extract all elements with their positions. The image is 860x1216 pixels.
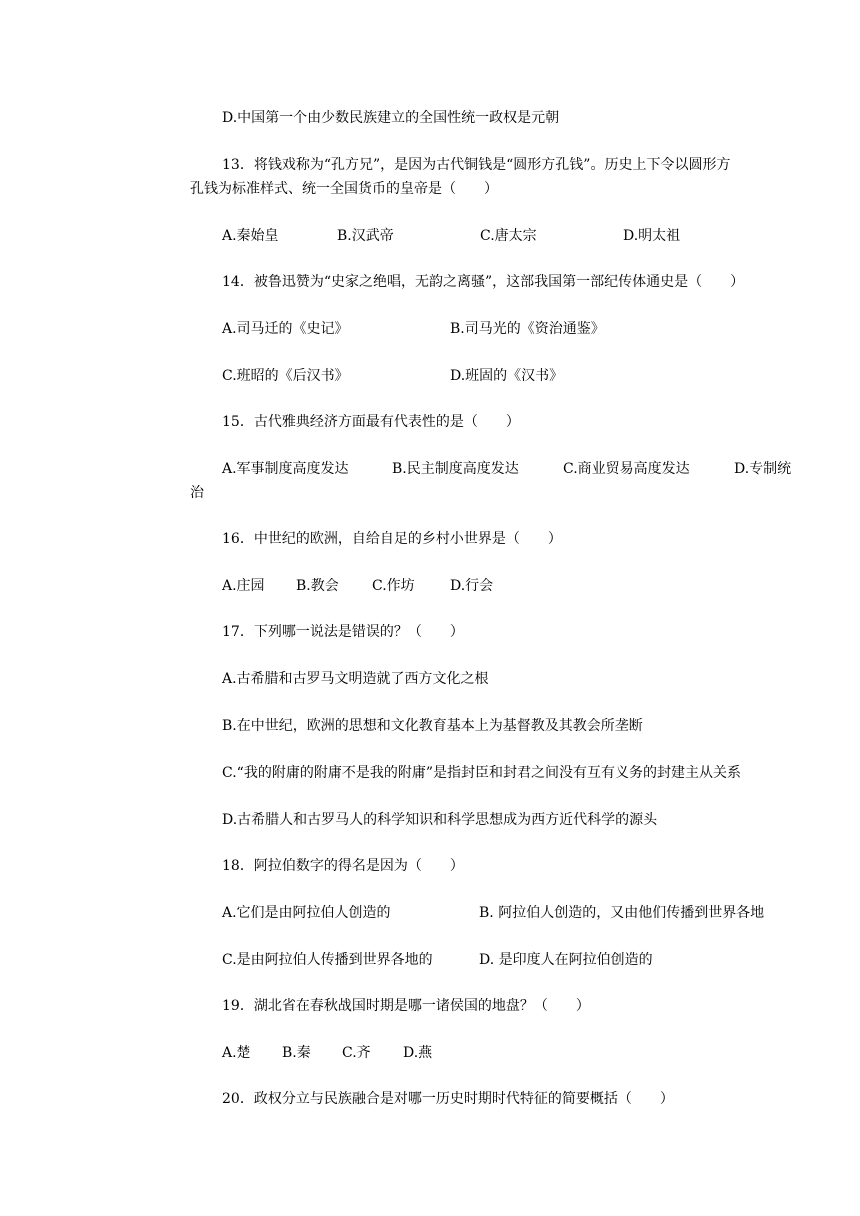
q14-options-row2 bbox=[222, 364, 832, 388]
q16-stem: 16．中世纪的欧洲，自给自足的乡村小世界是（ ） bbox=[222, 531, 562, 547]
q17-option-c: C.“我的附庸的附庸不是我的附庸”是指封臣和封君之间没有互有义务的封建主从关系 bbox=[222, 765, 741, 781]
q16-option-b: B.教会 bbox=[296, 578, 339, 594]
q18-options-row2 bbox=[222, 948, 832, 972]
q13-option-b: B.汉武帝 bbox=[337, 228, 394, 244]
q17-stem: 17．下列哪一说法是错误的？（ ） bbox=[222, 624, 464, 640]
q13-stem-line1: 13．将钱戏称为“孔方兄”，是因为古代铜钱是“圆形方孔钱”。历史上下令以圆形方 bbox=[222, 157, 731, 173]
q17-option-a: A.古希腊和古罗马文明造就了西方文化之根 bbox=[222, 671, 489, 687]
q16-options bbox=[222, 574, 832, 598]
q20-stem: 20．政权分立与民族融合是对哪一历史时期时代特征的简要概括（ ） bbox=[222, 1091, 674, 1107]
q13-stem-line2: 孔钱为标准样式、统一全国货币的皇帝是（ ） bbox=[190, 181, 498, 197]
q18-option-a: A.它们是由阿拉伯人创造的 bbox=[222, 905, 391, 921]
q18-options-row1 bbox=[222, 901, 832, 925]
q19-stem: 19．湖北省在春秋战国时期是哪一诸侯国的地盘？（ ） bbox=[222, 998, 590, 1014]
q16-option-a: A.庄园 bbox=[222, 578, 265, 594]
q18-option-d: D. 是印度人在阿拉伯创造的 bbox=[479, 952, 653, 968]
q12-option-d: D.中国第一个由少数民族建立的全国性统一政权是元朝 bbox=[222, 110, 560, 126]
q14-option-b: B.司马光的《资治通鉴》 bbox=[450, 321, 605, 337]
q15-options bbox=[222, 457, 832, 481]
q18-option-c: C.是由阿拉伯人传播到世界各地的 bbox=[222, 952, 433, 968]
q18-stem: 18．阿拉伯数字的得名是因为（ ） bbox=[222, 858, 464, 874]
q19-option-c: C.齐 bbox=[342, 1045, 371, 1061]
q14-options-row1 bbox=[222, 317, 832, 341]
q14-option-a: A.司马迁的《史记》 bbox=[222, 321, 349, 337]
q16-option-d: D.行会 bbox=[450, 578, 494, 594]
q19-option-b: B.秦 bbox=[282, 1045, 311, 1061]
q14-stem: 14．被鲁迅赞为“史家之绝唱，无韵之离骚”，这部我国第一部纪传体通史是（ ） bbox=[222, 274, 745, 290]
q18-option-b: B. 阿拉伯人创造的，又由他们传播到世界各地 bbox=[479, 905, 765, 921]
q15-option-b: B.民主制度高度发达 bbox=[392, 461, 519, 477]
q15-option-d-wrap: 治 bbox=[190, 485, 204, 501]
q19-option-d: D.燕 bbox=[403, 1045, 433, 1061]
q15-option-d: D.专制统 bbox=[734, 461, 792, 477]
q14-option-d: D.班固的《汉书》 bbox=[450, 368, 564, 384]
q13-option-a: A.秦始皇 bbox=[222, 228, 279, 244]
q13-options bbox=[222, 224, 832, 248]
q15-option-c: C.商业贸易高度发达 bbox=[563, 461, 690, 477]
q13-option-c: C.唐太宗 bbox=[480, 228, 537, 244]
q16-option-c: C.作坊 bbox=[372, 578, 415, 594]
q17-option-d: D.古希腊人和古罗马人的科学知识和科学思想成为西方近代科学的源头 bbox=[222, 812, 658, 828]
q15-stem: 15．古代雅典经济方面最有代表性的是（ ） bbox=[222, 414, 520, 430]
q13-option-d: D.明太祖 bbox=[623, 228, 681, 244]
q17-option-b: B.在中世纪，欧洲的思想和文化教育基本上为基督教及其教会所垄断 bbox=[222, 718, 643, 734]
q19-options bbox=[222, 1041, 832, 1065]
q19-option-a: A.楚 bbox=[222, 1045, 251, 1061]
q15-option-a: A.军事制度高度发达 bbox=[222, 461, 349, 477]
q14-option-c: C.班昭的《后汉书》 bbox=[222, 368, 349, 384]
